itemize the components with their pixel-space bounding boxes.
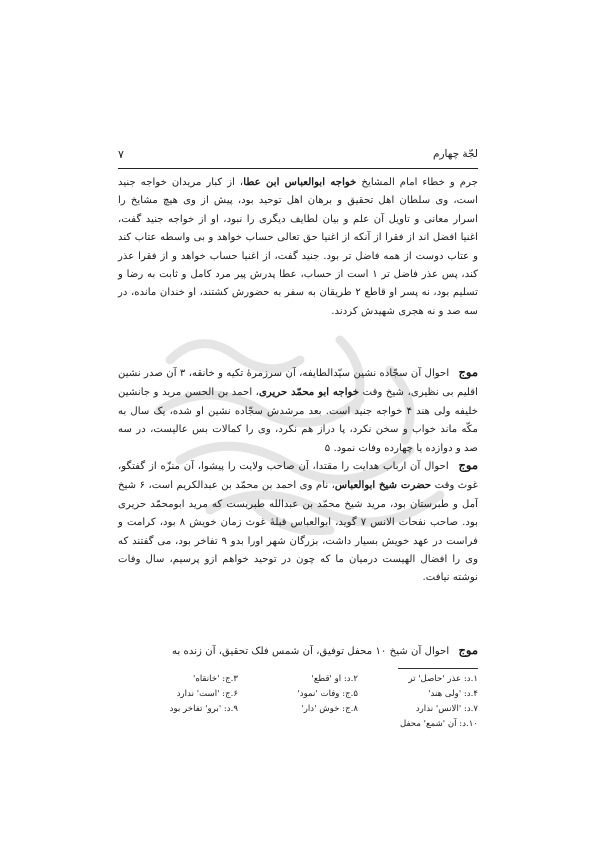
footnote: ۳.ج: 'خانقاه' xyxy=(192,674,238,684)
paragraph-text: ، از کبار مریدان خواجه جنید است، وی سلطان اهل تحقیق و برهان اهل توحید بود، پیش از وی هیچ مشایخ را اسرار معانی و تاویل آن علم و بیان لطایف دیگری را نبود، او از خواجه جنید گفت، اغنیا افضل اند از فقرا از آنکه از اغنیا حق تعالی حساب خواهد و بی واسطه عتاب کند و عتاب دوست از همه فاضل تر بود. جنید گفت، از اغنیا حساب خواهد و از فقرا عذر کند، پس عذر فاضل تر ۱ است از حساب، عطا پدرش پیر مرد کامل و ثابت به رضا و تسلیم بود، نه پسر او قاطع ۲ طریقان به سفر به حضورش کشتند، او خندان مانده، در سه صد و نه هجری شهیدش کردند. xyxy=(118,177,478,317)
footnote: ۴.د: 'ولی هند' xyxy=(428,689,478,699)
paragraph-text: جرم و خطاء امام المشایخ xyxy=(356,177,478,188)
paragraph-text: احوال آن سجّاده نشین سیّدالطایفه، آن سرزمرهٔ تکیه و خانقه، ۳ آن صدر نشین اقلیم بی نظیری، شیخ وقت xyxy=(118,368,478,399)
footnote: ۶.ج: 'است' ندارد xyxy=(176,689,238,699)
paragraph-text: ، نام وی احمد بن محمّد بن عبدالکریم است، ۶ شیخ آمل و طبرستان بود، مرید شیخ محمّد بن عبدالله طبریست که مرید ابومحمّد حریری بود. صاحب نفحات الانس ۷ گوید، ابوالعباس قبلهٔ غوث زمان خویش ۸ بود، کرامت و فراست در عهد خویش بسیار داشت، بزرگان شهر اورا بدو ۹ تفاخر بود، می گفتند که وی را افضال الهیست درمیان ما که چون در توحید خواهم ازو پرسیم، سال وفات نوشته نیافت. xyxy=(118,480,479,584)
footnote: ۷.د: 'الانس' ندارد xyxy=(415,704,478,714)
section-heading: موج xyxy=(458,365,478,379)
footnote: ۲.د: او 'قطع' xyxy=(311,674,358,684)
paragraph-2 xyxy=(118,363,478,458)
footnote-row xyxy=(118,687,478,702)
page-number: ۷ xyxy=(118,148,124,161)
footnote xyxy=(118,717,238,732)
paragraph-1 xyxy=(118,173,478,321)
footnote: ۹.د: 'برو' تفاخر بود xyxy=(169,704,238,714)
paragraph-text: ، احمد بن الحسن مرید و جانشین خلیفه ولی هند ۴ خواجه جنید است. بعد مرشدش سجّاده نشین او شده، یک سال به مکّه ماند خواب و سخن نکرد، پا دراز هم نکرد، وی را کمالات بس عالیست، در سه صد و دوازده یا چهارده وفات نمود. ۵ xyxy=(118,387,478,454)
paragraph-4 xyxy=(118,641,478,661)
footnote xyxy=(238,717,358,732)
footnote-row xyxy=(118,717,478,732)
footnotes xyxy=(118,672,478,732)
chapter-title: لجّة چهارم xyxy=(432,148,478,160)
paragraph-3 xyxy=(118,456,478,588)
paragraph-text: احوال آن ارباب هدایت را مقتدا، آن صاحب ولایت را پیشوا، آن منزّه از گفتگو، غوث وقت xyxy=(118,461,478,492)
section-heading: موج xyxy=(458,643,478,657)
footnote: ۱.د: عذر 'حاصل' تر xyxy=(408,674,478,684)
footnote-rule xyxy=(398,668,478,669)
footnote-row xyxy=(118,702,478,717)
bold-name: حضرت شیخ ابوالعباس xyxy=(334,479,432,492)
bold-name: خواجه ابوالعباس ابن عطا xyxy=(243,176,357,188)
paragraph-text: احوال آن شیخ ۱۰ محفل توفیق، آن شمس فلک تحقیق، آن زنده به xyxy=(172,646,453,657)
header-rule xyxy=(118,168,478,169)
footnote: ۱۰.د: آن 'شمع' محفل xyxy=(399,719,478,729)
bold-name: خواجه ابو محمّد حریری xyxy=(258,386,360,399)
footnote: ۸.ج: خوش 'دار' xyxy=(301,704,358,714)
footnote: ۵.ج: وفات 'نمود' xyxy=(297,689,358,699)
footnote-row xyxy=(118,672,478,687)
section-heading: موج xyxy=(458,458,478,472)
running-header xyxy=(118,148,478,164)
